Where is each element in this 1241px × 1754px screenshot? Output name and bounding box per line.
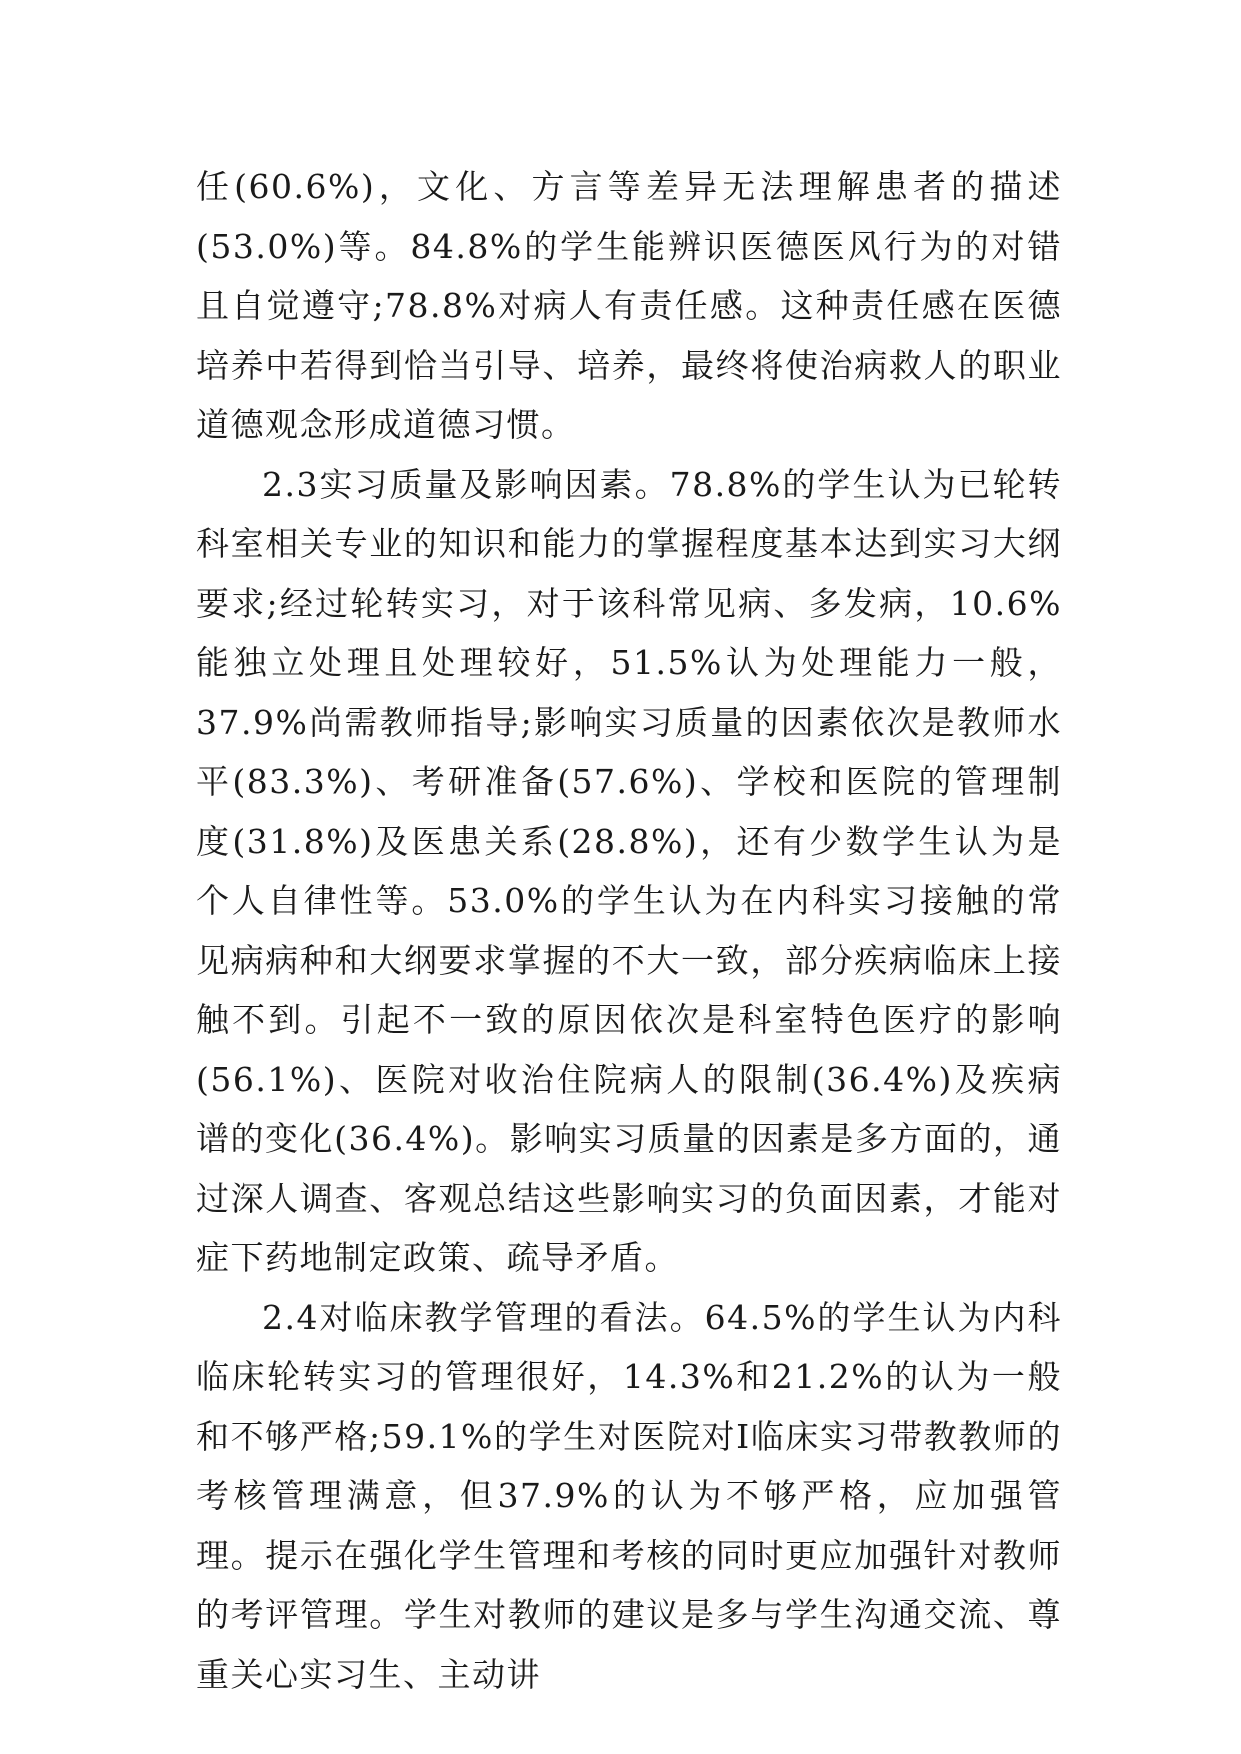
paragraph-section-2-4: 2.4对临床教学管理的看法。64.5%的学生认为内科临床轮转实习的管理很好，14.3%和21.2%的认为一般和不够严格;59.1%的学生对医院对Ⅰ临床实习带教教师的考核管理满意，但37.9%的认为不够严格，应加强管理。提示在强化学生管理和考核的同时更应加强针对教师的考评管理。学生对教师的建议是多与学生沟通交流、尊重关心实习生、主动讲: [196, 1297, 1062, 1694]
paragraph-continuation: 任(60.6%)，文化、方言等差异无法理解患者的描述(53.0%)等。84.8%的学生能辨识医德医风行为的对错且自觉遵守;78.8%对病人有责任感。这种责任感在医德培养中若得到恰当引导、培养，最终将使治病救人的职业道德观念形成道德习惯。: [196, 167, 1062, 444]
paragraph-section-2-3: 2.3实习质量及影响因素。78.8%的学生认为已轮转科室相关专业的知识和能力的掌握程度基本达到实习大纲要求;经过轮转实习，对于该科常见病、多发病，10.6%能独立处理且处理较好，51.5%认为处理能力一般，37.9%尚需教师指导;影响实习质量的因素依次是教师水平(83.3%)、考研准备(57.6%)、学校和医院的管理制度(31.8%)及医患关系(28.8%)，还有少数学生认为是个人自律性等。53.0%的学生认为在内科实习接触的常见病病种和大纲要求掌握的不大一致，部分疾病临床上接触不到。引起不一致的原因依次是科室特色医疗的影响(56.1%)、医院对收治住院病人的限制(36.4%)及疾病谱的变化(36.4%)。影响实习质量的因素是多方面的，通过深人调查、客观总结这些影响实习的负面因素，才能对症下药地制定政策、疏导矛盾。: [196, 464, 1062, 1277]
body-text: [196, 157, 1062, 1704]
